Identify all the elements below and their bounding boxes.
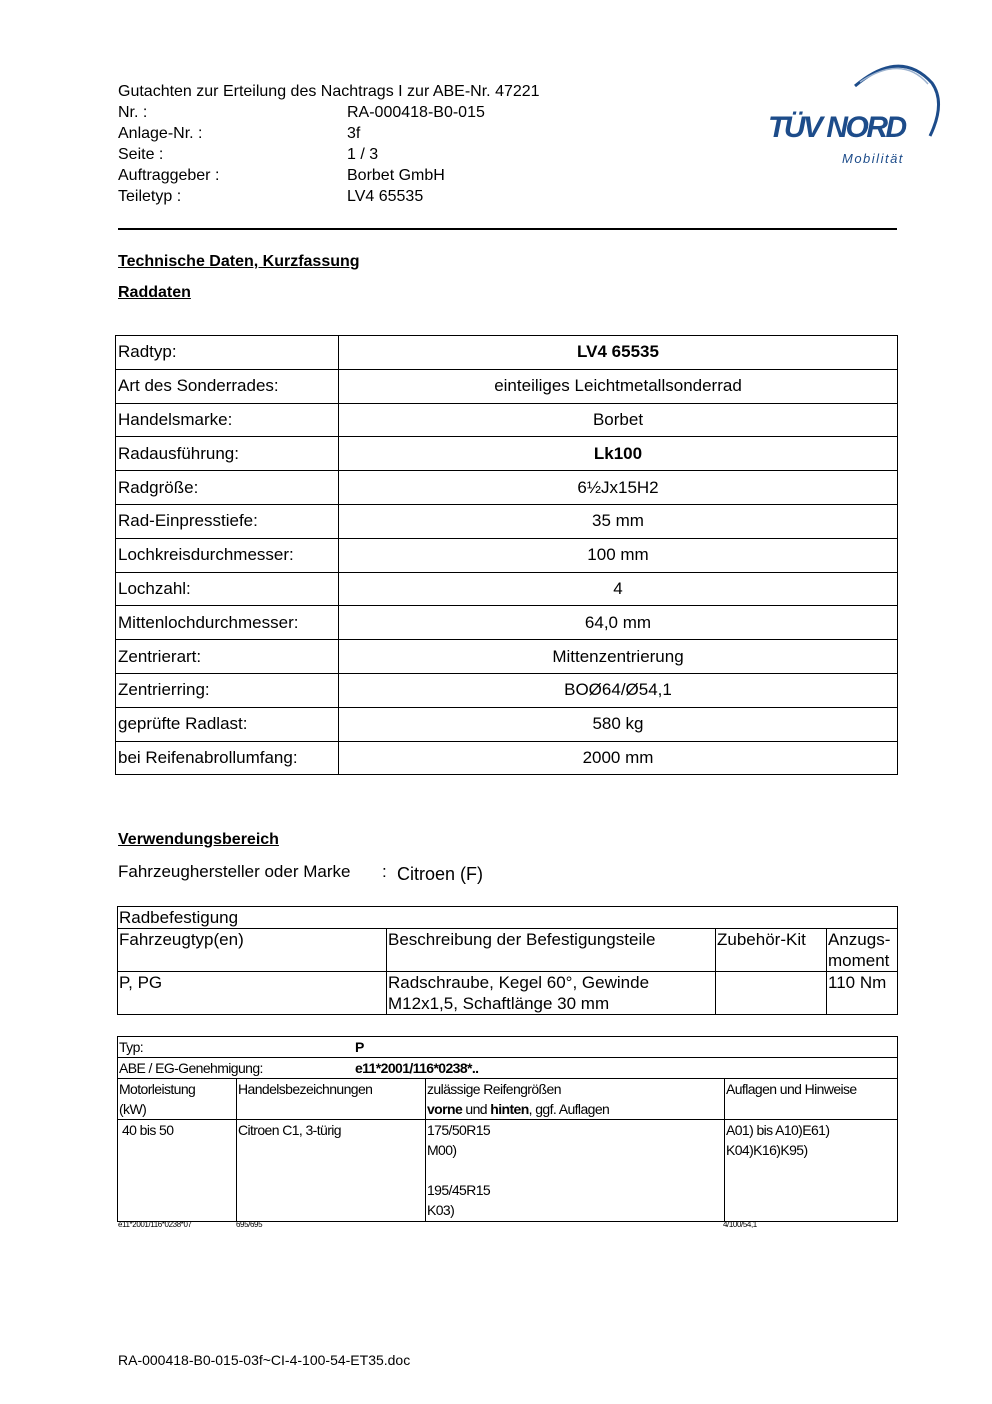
cell-handelsbezeichnung: Citroen C1, 3-türig: [237, 1120, 426, 1222]
header-row-auftraggeber: [0, 165, 700, 186]
radbefestigung-table: [117, 906, 898, 1015]
row-value: Mittenzentrierung: [339, 640, 898, 674]
typ-table: [117, 1036, 898, 1222]
typ-table-wrap: [117, 1036, 898, 1222]
header-row-nr: [0, 102, 700, 123]
header-value: 1 / 3: [347, 146, 379, 163]
row-label: Mittenlochdurchmesser:: [116, 606, 339, 640]
row-label: Handelsmarke:: [116, 403, 339, 437]
cell-fahrzeugtypen: P, PG: [118, 972, 387, 1015]
table-header-row: [118, 929, 898, 972]
row-value: 100 mm: [339, 538, 898, 572]
tuev-nord-logo: [760, 58, 944, 168]
befestigung-title: Radbefestigung: [118, 907, 898, 929]
cell-auflagen: [725, 1120, 898, 1222]
report-title: Gutachten zur Erteilung des Nachtrags I zur ABE-Nr. 47221: [118, 83, 540, 100]
table-row: [116, 538, 898, 572]
row-value: Borbet: [339, 403, 898, 437]
cell-line: A01) bis A10)E61): [726, 1122, 830, 1138]
section-title-verwendungsbereich: Verwendungsbereich: [118, 831, 279, 848]
logo-brand: TÜV NORD: [768, 111, 905, 144]
table-row: [116, 640, 898, 674]
manufacturer-colon: :: [382, 862, 387, 881]
row-label: Zentrierring:: [116, 673, 339, 707]
header-label: Auftraggeber :: [118, 167, 220, 184]
manufacturer-label: Fahrzeughersteller oder Marke: [118, 862, 351, 881]
row-label: bei Reifenabrollumfang:: [116, 741, 339, 775]
col-header-reifengroessen: [426, 1079, 725, 1120]
row-label: Radausführung:: [116, 437, 339, 471]
cell-line: 195/45R15: [427, 1182, 491, 1198]
section-title-technische-daten: Technische Daten, Kurzfassung: [118, 253, 360, 270]
col-header-anzugsmoment: [827, 929, 898, 972]
header-value: Borbet GmbH: [347, 167, 445, 184]
row-label: Radtyp:: [116, 336, 339, 370]
cell-motorleistung: 40 bis 50: [118, 1120, 237, 1222]
header-label: Teiletyp :: [118, 188, 182, 205]
row-label: Lochzahl:: [116, 572, 339, 606]
table-row: [116, 707, 898, 741]
col-header-fahrzeugtyp: Fahrzeugtyp(en): [118, 929, 387, 972]
table-row: [116, 572, 898, 606]
manufacturer-value: Citroen (F): [397, 864, 484, 884]
table-row: [116, 606, 898, 640]
header-text: , ggf. Auflagen: [528, 1101, 610, 1117]
header-row-teiletyp: [0, 186, 700, 207]
row-label: Art des Sonderrades:: [116, 369, 339, 403]
typ-data-row: [118, 1120, 898, 1222]
header-line: [427, 1099, 723, 1119]
footnote-mid: 695/695: [236, 1220, 263, 1229]
table-row: [116, 336, 898, 370]
header-value: 3f: [347, 125, 361, 142]
row-value: einteiliges Leichtmetallsonderrad: [339, 369, 898, 403]
col-header-motorleistung: [118, 1079, 237, 1120]
abe-label: ABE / EG-Genehmigung:: [119, 1060, 263, 1076]
row-value: 6½Jx15H2: [339, 471, 898, 505]
header-label: Seite :: [118, 146, 164, 163]
header-text: und: [462, 1101, 491, 1117]
table-row: [116, 369, 898, 403]
col-header-handelsbezeichnungen: Handelsbezeichnungen: [237, 1079, 426, 1120]
table-row: [116, 471, 898, 505]
row-label: Zentrierart:: [116, 640, 339, 674]
header-bold: vorne: [427, 1101, 463, 1117]
table-row: [118, 907, 898, 929]
header-row-seite: [0, 144, 700, 165]
row-value: 4: [339, 572, 898, 606]
row-value: 2000 mm: [339, 741, 898, 775]
cell-anzugsmoment: 110 Nm: [827, 972, 898, 1015]
typ-label: Typ:: [119, 1039, 144, 1055]
header-value: LV4 65535: [347, 188, 424, 205]
cell-line: 175/50R15: [427, 1122, 491, 1138]
table-row: [116, 741, 898, 775]
document-filename: RA-000418-B0-015-03f~CI-4-100-54-ET35.doc: [118, 1352, 411, 1368]
cell-beschreibung: [387, 972, 716, 1015]
row-value: 580 kg: [339, 707, 898, 741]
table-row: [116, 403, 898, 437]
header-line: Motorleistung: [119, 1081, 196, 1097]
cell-reifengroessen: [426, 1120, 725, 1222]
header-line: (kW): [119, 1101, 147, 1117]
col-header-zubehoer: Zubehör-Kit: [716, 929, 827, 972]
cell-line: M00): [427, 1142, 457, 1158]
row-value: 64,0 mm: [339, 606, 898, 640]
row-value: LV4 65535: [339, 336, 898, 370]
cell-zubehoer: [716, 972, 827, 1015]
table-row: [116, 437, 898, 471]
row-label: Rad-Einpresstiefe:: [116, 504, 339, 538]
row-value: BOØ64/Ø54,1: [339, 673, 898, 707]
footnote-left: e11*2001/116*0238*07: [118, 1220, 192, 1229]
row-value: Lk100: [339, 437, 898, 471]
typ-value: P: [355, 1039, 364, 1055]
header-label: Anlage-Nr. :: [118, 125, 203, 142]
cell-line: Radschraube, Kegel 60°, Gewinde: [388, 973, 650, 992]
abe-row: [118, 1058, 898, 1079]
table-row: [116, 673, 898, 707]
section-subtitle-raddaten: Raddaten: [118, 284, 191, 301]
abe-cell: [118, 1058, 898, 1079]
table-row: [118, 972, 898, 1015]
header-line: Anzugs-: [828, 930, 891, 949]
row-label: geprüfte Radlast:: [116, 707, 339, 741]
header-divider: [118, 228, 897, 230]
header-label: Nr. :: [118, 104, 148, 121]
abe-value: e11*2001/116*0238*..: [355, 1060, 479, 1076]
cell-line: K03): [427, 1202, 455, 1218]
header-value: RA-000418-B0-015: [347, 104, 485, 121]
header-row-anlage: [0, 123, 700, 144]
col-header-beschreibung: Beschreibung der Befestigungsteile: [387, 929, 716, 972]
raddaten-table: [115, 335, 898, 775]
header-bold: hinten: [490, 1101, 529, 1117]
header-line: zulässige Reifengrößen: [427, 1081, 561, 1097]
typ-header-row: [118, 1079, 898, 1120]
typ-row: [118, 1037, 898, 1058]
footnote-right: 4/100/54,1: [723, 1220, 757, 1229]
typ-cell: [118, 1037, 898, 1058]
cell-line: M12x1,5, Schaftlänge 30 mm: [388, 994, 610, 1013]
header-line: moment: [828, 951, 890, 970]
col-header-auflagen: Auflagen und Hinweise: [725, 1079, 898, 1120]
cell-spacer: [427, 1160, 723, 1180]
table-row: [116, 504, 898, 538]
cell-line: K04)K16)K95): [726, 1142, 808, 1158]
row-label: Radgröße:: [116, 471, 339, 505]
row-label: Lochkreisdurchmesser:: [116, 538, 339, 572]
row-value: 35 mm: [339, 504, 898, 538]
logo-sub: Mobilität: [842, 151, 904, 166]
